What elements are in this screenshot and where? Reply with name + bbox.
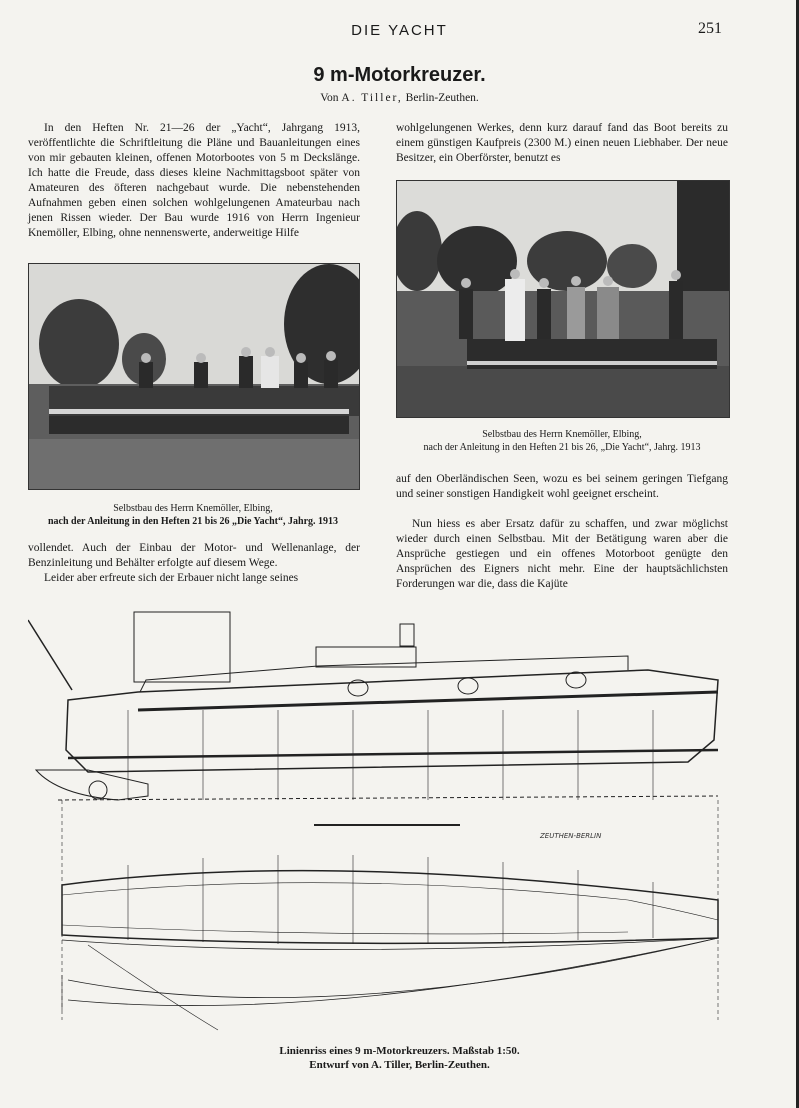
- right-paragraph-1: wohlgelungenen Werkes, denn kurz darauf fand das Boot bereits zu einem günstigen Kaufpreis (2300 M.) einen neuen Liebhaber. Der neue Besitzer, ein Oberförster, benutzt es: [396, 122, 728, 164]
- photo-right-caption: [396, 428, 728, 454]
- plan-caption-line-1: Linienriss eines 9 m-Motorkreuzers. Maßstab 1:50.: [279, 1045, 520, 1057]
- right-paragraph-2: auf den Oberländischen Seen, wozu es bei seinem geringen Tiefgang und seiner sonstigen Handigkeit wohl geeignet erscheint.: [396, 473, 728, 500]
- photo-right-caption-line-2: nach der Anleitung in den Heften 21 bis 26, „Die Yacht“, Jahrg. 1913: [423, 442, 701, 453]
- article-byline: [0, 92, 799, 104]
- right-paragraph-3: Nun hiess es aber Ersatz dafür zu schaffen, und zwar möglichst wieder durch einen Selbstbau. Mit der Betätigung waren aber die Ansprüche gestiegen und ein offenes Motorboot genügte den Ansprüchen des Eigners nicht mehr. Eine der hauptsächlichsten Forderungen war die, dass die Kajüte: [396, 518, 728, 590]
- boat-line-plan: [28, 600, 728, 1040]
- photo-boat-right: [396, 180, 730, 418]
- running-title: DIE YACHT: [351, 22, 448, 39]
- byline-place: Berlin-Zeuthen.: [405, 92, 479, 104]
- plan-stamp-text: ZEUTHEN-BERLIN: [540, 832, 602, 840]
- article-title: 9 m-Motorkreuzer.: [313, 64, 486, 86]
- photo-left-caption-line-1: Selbstbau des Herrn Knemöller, Elbing,: [113, 503, 273, 514]
- photo-left-caption-line-2: nach der Anleitung in den Heften 21 bis 26 „Die Yacht“, Jahrg. 1913: [47, 516, 339, 527]
- page-number: 251: [698, 20, 722, 37]
- plan-caption: [0, 1044, 799, 1072]
- byline-prefix: Von: [320, 92, 339, 104]
- photo-left-caption: [28, 502, 358, 528]
- byline-author: A. Tiller,: [341, 92, 403, 104]
- plan-caption-line-2: Entwurf von A. Tiller, Berlin-Zeuthen.: [309, 1059, 490, 1071]
- left-paragraph-3: Leider aber erfreute sich der Erbauer nicht lange seines: [44, 572, 299, 584]
- photo-boat-left: [28, 263, 360, 490]
- left-paragraph-1: In den Heften Nr. 21—26 der „Yacht“, Jahrgang 1913, veröffentlichte die Schriftleitung die Pläne und Bauanleitungen eines von mir gebauten kleinen, offenen Motorbootes von 5 m Deckslänge. Ich hatte die Freude, dass dieses kleine Nachmittagsboot später von Amateuren des öfteren nachgebaut wurde. Die nebenstehenden Aufnahmen geben einen solchen wohlgelungenen Amateurbau nach jenen Rissen wieder. Der Bau wurde 1916 von Herrn Ingenieur Knemöller, Elbing, ohne nennenswerte, anderweitige Hilfe: [28, 122, 360, 239]
- photo-right-caption-line-1: Selbstbau des Herrn Knemöller, Elbing,: [482, 429, 642, 440]
- left-paragraph-2: vollendet. Auch der Einbau der Motor- und Wellenanlage, der Benzinleitung und Behälter erfolgte auf diesem Wege.: [28, 542, 360, 569]
